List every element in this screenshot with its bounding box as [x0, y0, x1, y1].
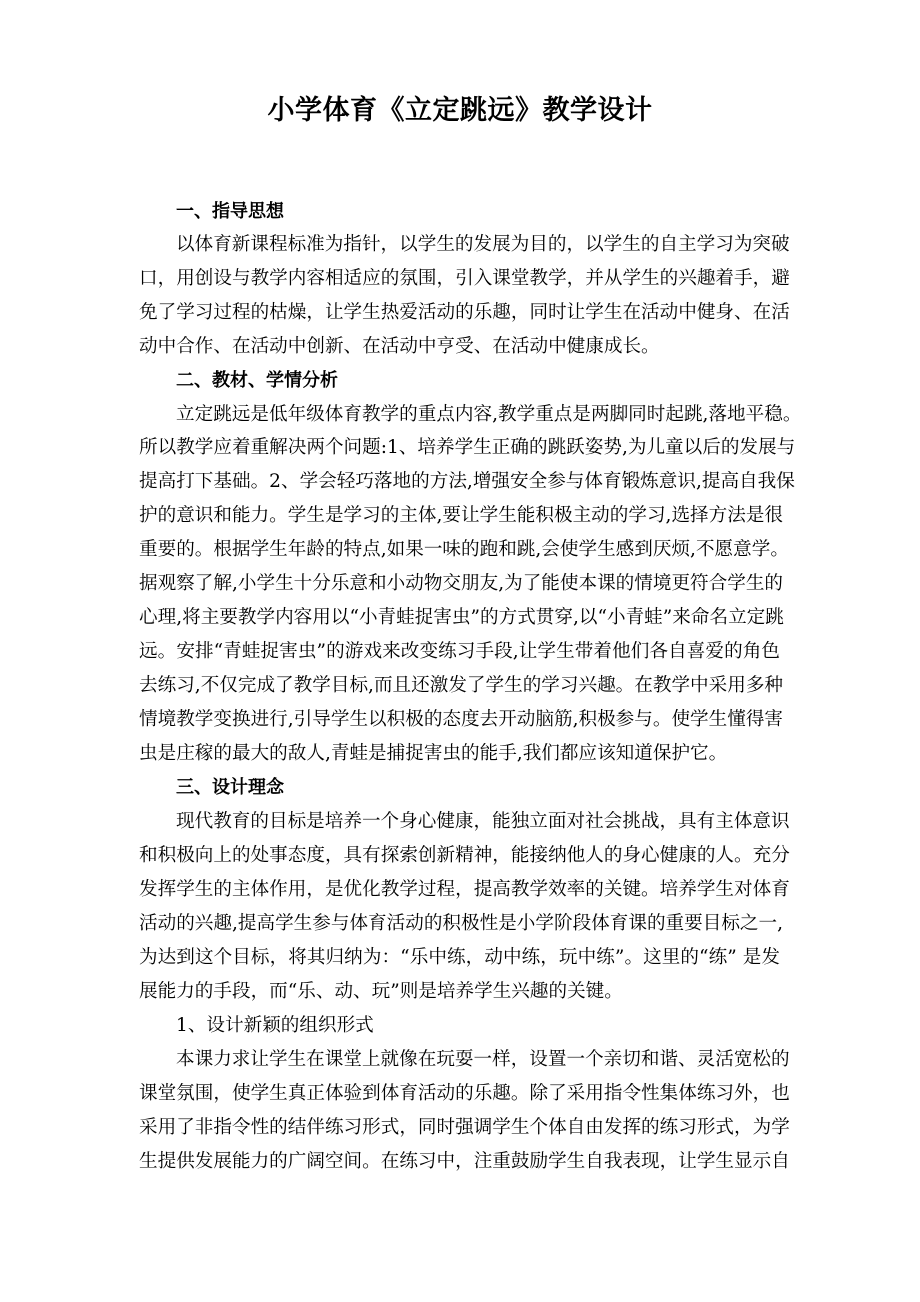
paragraph-line: 课堂氛围，使学生真正体验到体育活动的乐趣。除了采用指令性集体练习外，也	[139, 1083, 790, 1104]
paragraph-line: 虫是庄稼的最大的敌人,青蛙是捕捉害虫的能手,我们都应该知道保护它。	[139, 743, 728, 764]
paragraph-line: 和积极向上的处事态度，具有探索创新精神，能接纳他人的身心健康的人。充分	[139, 845, 790, 866]
paragraph-line: 远。安排“青蛙捉害虫”的游戏来改变练习手段,让学生带着他们各自喜爱的角色	[139, 641, 780, 662]
paragraph-line: 情境教学变换进行,引导学生以积极的态度去开动脑筋,积极参与。使学生懂得害	[139, 709, 784, 730]
paragraph-line: 动中合作、在活动中创新、在活动中亨受、在活动中健康成长。	[139, 336, 660, 357]
paragraph-line: 据观察了解,小学生十分乐意和小动物交朋友,为了能使本课的情境更符合学生的	[139, 573, 784, 594]
paragraph-line: 护的意识和能力。学生是学习的主体,要让学生能积极主动的学习,选择方法是很	[139, 505, 784, 526]
paragraph-line: 为达到这个目标，将其归纳为：“乐中练，动中练，玩中练”。这里的“练” 是发	[139, 947, 780, 968]
paragraph-line: 提高打下基础。2、学会轻巧落地的方法,增强安全参与体育锻炼意识,提高自我保	[139, 471, 795, 492]
paragraph-line: 免了学习过程的枯燥，让学生热爱活动的乐趣，同时让学生在活动中健身、在活	[139, 302, 790, 323]
paragraph-line: 心理,将主要教学内容用以“小青蛙捉害虫”的方式贯穿,以“小青蛙”来命名立定跳	[139, 607, 784, 628]
section-heading: 一、指导思想	[176, 201, 284, 222]
page-title: 小学体育《立定跳远》教学设计	[267, 95, 653, 126]
paragraph-line: 现代教育的目标是培养一个身心健康，能独立面对社会挑战，具有主体意识	[176, 811, 790, 832]
paragraph-line: 采用了非指令性的结伴练习形式，同时强调学生个体自由发挥的练习形式，为学	[139, 1117, 790, 1138]
paragraph-line: 生提供发展能力的广阔空间。在练习中，注重鼓励学生自我表现，让学生显示自	[139, 1151, 790, 1172]
paragraph-line: 重要的。根据学生年龄的特点,如果一味的跑和跳,会使学生感到厌烦,不愿意学。	[139, 539, 789, 560]
paragraph-line: 展能力的手段，而“乐、动、玩”则是培养学生兴趣的关键。	[139, 981, 623, 1002]
paragraph-line: 发挥学生的主体作用，是优化教学过程，提高教学效率的关键。培养学生对体育	[139, 879, 790, 900]
paragraph-line: 本课力求让学生在课堂上就像在玩耍一样，设置一个亲切和谐、灵活宽松的	[176, 1049, 790, 1070]
paragraph-line: 活动的兴趣,提高学生参与体育活动的积极性是小学阶段体育课的重要目标之一,	[139, 913, 784, 934]
paragraph-line: 去练习,不仅完成了教学目标,而且还激发了学生的学习兴趣。在教学中采用多种	[139, 675, 784, 696]
paragraph-line: 所以教学应着重解决两个问题:1、培养学生正确的跳跃姿势,为儿童以后的发展与	[139, 437, 796, 458]
section-heading: 二、教材、学情分析	[176, 370, 338, 391]
section-heading: 三、设计理念	[176, 777, 284, 798]
paragraph-line: 立定跳远是低年级体育教学的重点内容,教学重点是两脚同时起跳,落地平稳。	[176, 404, 802, 425]
paragraph-line: 口，用创设与教学内容相适应的氛围，引入课堂教学，并从学生的兴趣着手，避	[139, 268, 790, 289]
paragraph-line: 以体育新课程标准为指针，以学生的发展为目的，以学生的自主学习为突破	[176, 234, 790, 255]
subsection-heading: 1、设计新颖的组织形式	[176, 1015, 374, 1036]
